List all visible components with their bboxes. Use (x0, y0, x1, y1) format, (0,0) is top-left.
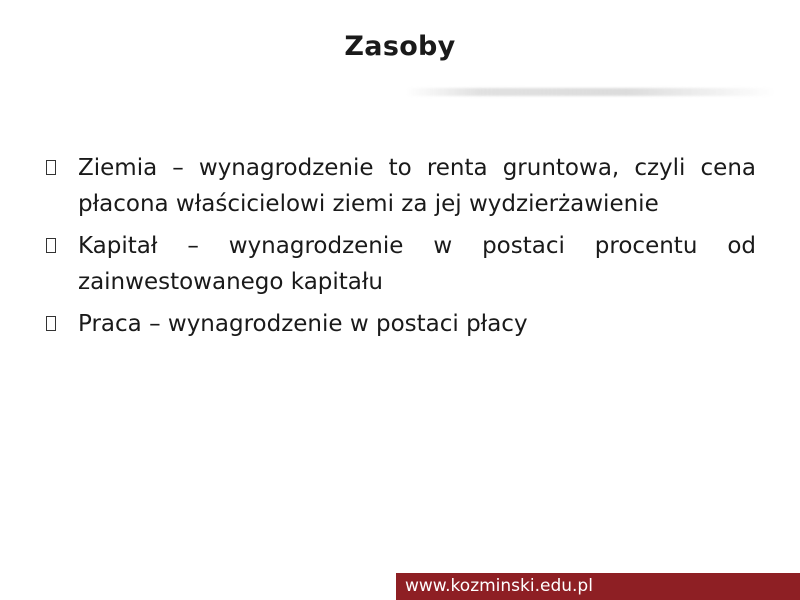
bullet-item-praca (44, 306, 756, 342)
bullet-list (44, 150, 756, 348)
bullet-box-icon (44, 306, 78, 340)
footer-url-badge[interactable]: www.kozminski.edu.pl (396, 573, 800, 600)
bullet-box-icon (44, 228, 78, 262)
bullet-text: Praca – wynagrodzenie w postaci płacy (78, 311, 528, 337)
bullet-item-ziemia (44, 150, 756, 222)
bullet-box-icon (44, 150, 78, 184)
slide-title: Zasoby (344, 31, 456, 62)
title-underline-shadow (405, 88, 775, 96)
bullet-text: Kapitał – wynagrodzenie w postaci procentu od zainwestowanego kapitału (78, 233, 756, 295)
bullet-text: Ziemia – wynagrodzenie to renta gruntowa, czyli cena płacona właścicielowi ziemi za jej wydzierżawienie (78, 155, 756, 217)
bullet-item-kapital (44, 228, 756, 300)
